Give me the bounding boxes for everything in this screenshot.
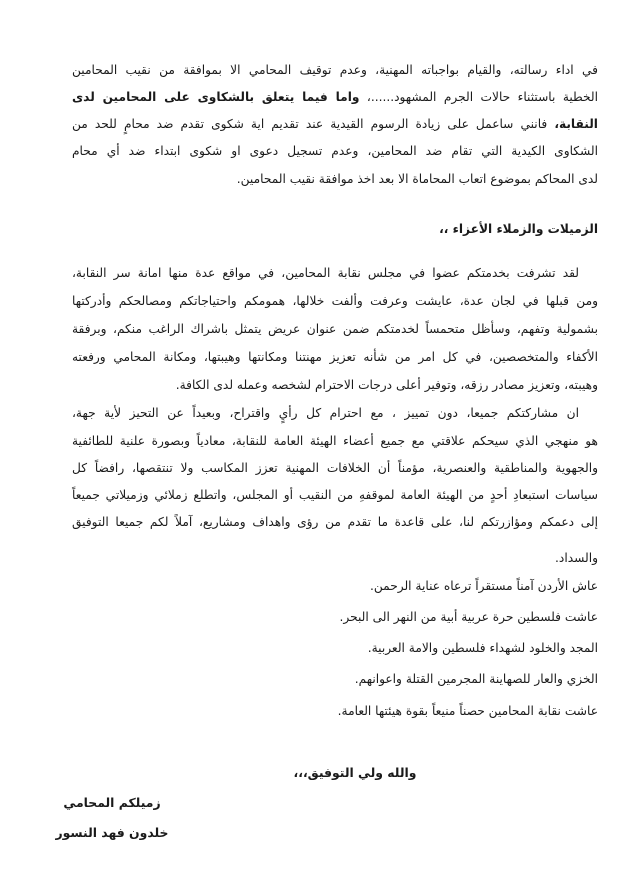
bold-text-segment: واما فيما يتعلق بالشكاوى على المحامين لدى xyxy=(72,90,360,104)
text-segment: الخطية باستثناء حالات الجرم المشهود......، xyxy=(359,90,599,104)
paragraph-line: بشمولية وتفهم، وسأظل متحمساً لخدمتكم ضمن عنوان عريض يتمثل باشراك الراغب منكم، وبرفقة xyxy=(72,322,598,336)
slogan-line: عاشت نقابة المحامين حصناً منيعاً بقوة هيئتها العامة. xyxy=(337,704,598,718)
paragraph-line: هو منهجي الذي سيحكم علاقتي مع جميع أعضاء الهيئة العامة للنقابة، معادياً وبصورة علنية للطائفية xyxy=(72,434,598,448)
paragraph-line: إلى دعمكم ومؤازرتكم لنا، على قاعدة ما تقدم من رؤى واهداف ومشاريع، آملاً لكم جميعا التوفيق xyxy=(72,515,598,529)
signature-title: زميلكم المحامي xyxy=(63,795,161,810)
bold-text-segment: النقابة، xyxy=(554,117,598,131)
slogan-line: عاش الأردن آمناً مستقراً ترعاه عناية الرحمن. xyxy=(370,579,598,593)
signature-name: خلدون فهد النسور xyxy=(55,825,169,840)
slogan-line: عاشت فلسطين حرة عربية أبية من النهر الى البحر. xyxy=(339,610,598,624)
slogan-line: المجد والخلود لشهداء فلسطين والامة العربية. xyxy=(367,641,598,655)
slogan-line: الخزي والعار للصهاينة المجرمين القتلة واعوانهم. xyxy=(354,672,598,686)
paragraph-line xyxy=(72,115,598,133)
closing-line: والله ولي التوفيق،،، xyxy=(293,765,417,780)
paragraph-line xyxy=(72,88,598,106)
salutation-heading: الزميلات والزملاء الأعزاء ،، xyxy=(439,222,598,236)
paragraph-line: الشكاوى الكيدية التي تقام ضد المحامين، وعدم تسجيل دعوى او شكوى ابتداء ضد أي محام xyxy=(72,144,598,158)
paragraph-line: والجهوية والمناطقية والعنصرية، مؤمناً أن الخلافات المهنية تعزز المكاسب ولا تنتقصها، رافضاً كل xyxy=(72,461,598,475)
paragraph-line: والسداد. xyxy=(555,551,598,565)
paragraph-line: الأكفاء والمتخصصين، في كل امر من شأنه تعزيز مهنتنا ومكانتها وهيبتها، ومكانة المحامي ورفعته xyxy=(72,350,598,364)
paragraph-line: في اداء رسالته، والقيام بواجباته المهنية، وعدم توقيف المحامي الا بموافقة من نقيب المحامين xyxy=(72,63,598,77)
paragraph-line: ومن قبلها في لجان عدة، عايشت وعرفت وألفت خلالها، همومكم واحتياجاتكم ومصالحكم وأدركتها xyxy=(72,294,598,308)
paragraph-line: لقد تشرفت بخدمتكم عضوا في مجلس نقابة المحامين، في مواقع عدة منها امانة سر النقابة، xyxy=(72,266,579,280)
text-segment: فانني ساعمل على زيادة الرسوم القيدية عند تقديم اية شكوى تقدم ضد محامٍ للحد من xyxy=(72,117,555,131)
paragraph-line: سياسات استبعادِ أحدٍ من الهيئة العامة لموقفهِ من النقيب أو المجلس، واتطلع زملائي وزميلاتي جميعاً xyxy=(72,488,598,502)
paragraph-line: ان مشاركتكم جميعا، دون تمييز ، مع احترام كل رأيٍ واقتراح، وبعيداً عن التحيز لأية جهة، xyxy=(72,406,579,420)
paragraph-line: لدى المحاكم بموضوع اتعاب المحاماة الا بعد اخذ موافقة نقيب المحامين. xyxy=(236,172,598,186)
paragraph-line: وهيبته، وتعزيز مصادر رزقه، وتوفير أعلى درجات الاحترام لشخصه وعمله لدى الكافة. xyxy=(175,378,598,392)
